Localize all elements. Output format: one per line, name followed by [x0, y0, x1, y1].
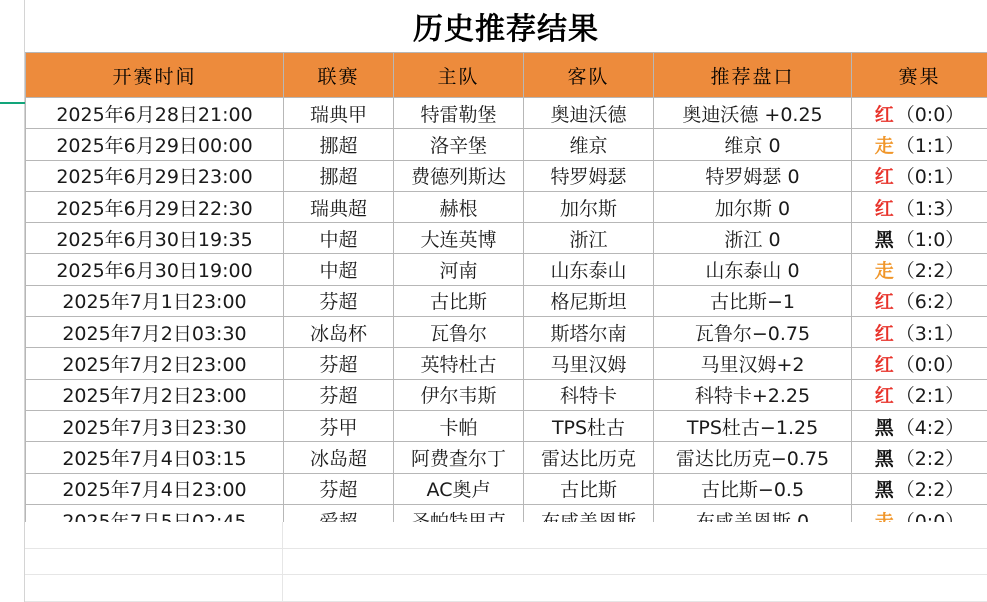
result-wrapper — [852, 319, 987, 346]
cell-away: 雷达比历克 — [524, 442, 654, 473]
result-score: （4:2） — [895, 416, 965, 439]
cell-time: 2025年6月30日19:35 — [26, 223, 284, 254]
table-row — [26, 254, 987, 285]
row-gutter — [0, 0, 25, 602]
cell-home: 伊尔韦斯 — [394, 379, 524, 410]
cell-result — [852, 410, 987, 441]
cell-result — [852, 348, 987, 379]
table-row — [26, 442, 987, 473]
cell-result — [852, 442, 987, 473]
table-row — [26, 473, 987, 504]
result-score: （1:1） — [895, 134, 965, 157]
cell-away: 马里汉姆 — [524, 348, 654, 379]
cell-result — [852, 129, 987, 160]
cell-league: 瑞典甲 — [284, 98, 394, 129]
cell-home: 瓦鲁尔 — [394, 317, 524, 348]
empty-cell — [283, 549, 987, 575]
cell-league: 冰岛杯 — [284, 317, 394, 348]
empty-row — [25, 549, 987, 576]
cell-time: 2025年6月28日21:00 — [26, 98, 284, 129]
result-score: （1:3） — [895, 197, 965, 220]
result-wrapper — [852, 256, 987, 283]
empty-row — [25, 575, 987, 602]
cell-result — [852, 379, 987, 410]
cell-away: 斯塔尔南 — [524, 317, 654, 348]
cell-league: 瑞典超 — [284, 191, 394, 222]
cell-result — [852, 317, 987, 348]
cell-away: 加尔斯 — [524, 191, 654, 222]
result-wrapper — [852, 413, 987, 440]
cell-away: TPS杜古 — [524, 410, 654, 441]
cell-time: 2025年7月4日23:00 — [26, 473, 284, 504]
cell-home: 特雷勒堡 — [394, 98, 524, 129]
column-header-time: 开赛时间 — [26, 53, 284, 98]
result-badge: 黑 — [874, 416, 894, 439]
cell-league: 中超 — [284, 254, 394, 285]
cell-pick: 浙江 0 — [654, 223, 852, 254]
result-score: （0:0） — [895, 103, 965, 126]
column-header-home: 主队 — [394, 53, 524, 98]
cell-time: 2025年6月29日23:00 — [26, 160, 284, 191]
result-wrapper — [852, 381, 987, 408]
cell-pick: 古比斯−1 — [654, 285, 852, 316]
result-badge: 红 — [874, 322, 894, 345]
result-score: （0:0） — [895, 354, 965, 377]
empty-cell — [283, 575, 987, 601]
result-wrapper — [852, 131, 987, 158]
result-badge: 红 — [874, 197, 894, 220]
result-badge: 红 — [874, 103, 894, 126]
table-body — [26, 98, 987, 536]
cell-time: 2025年7月2日23:00 — [26, 379, 284, 410]
table-header — [26, 53, 987, 98]
table-row — [26, 160, 987, 191]
cell-home: 大连英博 — [394, 223, 524, 254]
cell-league: 挪超 — [284, 129, 394, 160]
table-row — [26, 285, 987, 316]
result-score: （3:1） — [895, 322, 965, 345]
cell-away: 山东泰山 — [524, 254, 654, 285]
result-badge: 黑 — [874, 479, 894, 502]
cell-home: 洛辛堡 — [394, 129, 524, 160]
result-score: （2:2） — [895, 260, 965, 283]
cell-away: 浙江 — [524, 223, 654, 254]
empty-row — [25, 522, 987, 549]
cell-pick: 古比斯−0.5 — [654, 473, 852, 504]
cell-time: 2025年6月29日22:30 — [26, 191, 284, 222]
cell-pick: 奥迪沃德 +0.25 — [654, 98, 852, 129]
cell-league: 冰岛超 — [284, 442, 394, 473]
result-badge: 黑 — [874, 228, 894, 251]
cell-home: 卡帕 — [394, 410, 524, 441]
result-score: （2:2） — [895, 447, 965, 470]
cell-result — [852, 223, 987, 254]
cell-time: 2025年7月2日23:00 — [26, 348, 284, 379]
cell-time: 2025年7月3日23:30 — [26, 410, 284, 441]
cell-home: 古比斯 — [394, 285, 524, 316]
result-score: （0:1） — [895, 166, 965, 189]
cell-league: 芬甲 — [284, 410, 394, 441]
cell-away: 特罗姆瑟 — [524, 160, 654, 191]
cell-result — [852, 473, 987, 504]
cell-pick: 加尔斯 0 — [654, 191, 852, 222]
cell-league: 中超 — [284, 223, 394, 254]
cell-time: 2025年6月30日19:00 — [26, 254, 284, 285]
column-header-away: 客队 — [524, 53, 654, 98]
result-wrapper — [852, 475, 987, 502]
cell-league: 芬超 — [284, 285, 394, 316]
result-badge: 红 — [874, 354, 894, 377]
cell-home: 英特杜古 — [394, 348, 524, 379]
result-badge: 红 — [874, 166, 894, 189]
cell-result — [852, 254, 987, 285]
cell-time: 2025年7月2日03:30 — [26, 317, 284, 348]
result-score: （2:1） — [895, 385, 965, 408]
cell-home: 阿费查尔丁 — [394, 442, 524, 473]
cell-league: 芬超 — [284, 379, 394, 410]
cell-away: 维京 — [524, 129, 654, 160]
table-row — [26, 191, 987, 222]
cell-time: 2025年7月4日03:15 — [26, 442, 284, 473]
cell-result — [852, 285, 987, 316]
result-score: （6:2） — [895, 291, 965, 314]
result-score: （2:2） — [895, 479, 965, 502]
empty-cell — [25, 549, 283, 575]
cell-result — [852, 191, 987, 222]
table-row — [26, 348, 987, 379]
cell-pick: 马里汉姆+2 — [654, 348, 852, 379]
result-badge: 黑 — [874, 447, 894, 470]
empty-cell — [25, 522, 283, 548]
result-badge: 红 — [874, 385, 894, 408]
cell-pick: 雷达比历克−0.75 — [654, 442, 852, 473]
cell-result — [852, 160, 987, 191]
cell-away: 奥迪沃德 — [524, 98, 654, 129]
column-header-result: 赛果 — [852, 53, 987, 98]
table-row — [26, 223, 987, 254]
cell-pick: TPS杜古−1.25 — [654, 410, 852, 441]
table-row — [26, 410, 987, 441]
cell-away: 格尼斯坦 — [524, 285, 654, 316]
cell-home: 赫根 — [394, 191, 524, 222]
gutter-accent-marker — [0, 0, 25, 104]
cell-pick: 科特卡+2.25 — [654, 379, 852, 410]
title-bar — [25, 0, 987, 52]
cell-away: 古比斯 — [524, 473, 654, 504]
cell-pick: 特罗姆瑟 0 — [654, 160, 852, 191]
results-table — [25, 52, 987, 536]
table-row — [26, 129, 987, 160]
result-wrapper — [852, 287, 987, 314]
result-badge: 走 — [874, 260, 894, 283]
cell-home: 费德列斯达 — [394, 160, 524, 191]
cell-result — [852, 98, 987, 129]
result-wrapper — [852, 194, 987, 221]
column-header-pick: 推荐盘口 — [654, 53, 852, 98]
cell-pick: 维京 0 — [654, 129, 852, 160]
cell-pick: 瓦鲁尔−0.75 — [654, 317, 852, 348]
empty-rows-area — [25, 522, 987, 602]
result-badge: 红 — [874, 291, 894, 314]
cell-home: AC奥卢 — [394, 473, 524, 504]
table-header-row — [26, 53, 987, 98]
cell-time: 2025年7月1日23:00 — [26, 285, 284, 316]
table-row — [26, 98, 987, 129]
result-wrapper — [852, 225, 987, 252]
cell-pick: 山东泰山 0 — [654, 254, 852, 285]
result-wrapper — [852, 350, 987, 377]
cell-away: 科特卡 — [524, 379, 654, 410]
cell-league: 芬超 — [284, 473, 394, 504]
column-header-league: 联赛 — [284, 53, 394, 98]
table-row — [26, 379, 987, 410]
cell-league: 挪超 — [284, 160, 394, 191]
cell-league: 芬超 — [284, 348, 394, 379]
cell-time: 2025年6月29日00:00 — [26, 129, 284, 160]
result-badge: 走 — [874, 134, 894, 157]
table-row — [26, 317, 987, 348]
empty-cell — [283, 522, 987, 548]
empty-cell — [25, 575, 283, 601]
result-wrapper — [852, 100, 987, 127]
result-wrapper — [852, 162, 987, 189]
result-score: （1:0） — [895, 228, 965, 251]
result-wrapper — [852, 444, 987, 471]
page-title: 历史推荐结果 — [413, 12, 599, 47]
cell-home: 河南 — [394, 254, 524, 285]
